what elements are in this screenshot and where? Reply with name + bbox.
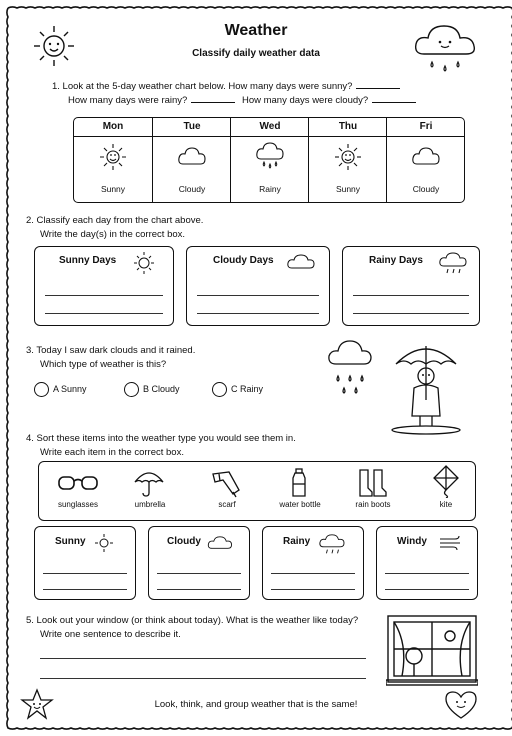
option-b-label: B Cloudy bbox=[143, 383, 180, 394]
sun-icon bbox=[98, 142, 128, 177]
rainy-days-label: Rainy Days bbox=[369, 255, 423, 266]
items-panel bbox=[38, 461, 476, 521]
cloudy-box[interactable] bbox=[148, 526, 250, 600]
question-1 bbox=[52, 80, 404, 94]
chart-day-header: Mon bbox=[74, 118, 152, 137]
rainy-box[interactable] bbox=[262, 526, 364, 600]
question-5-line-1: 5. Look out your window (or think about today). What is the weather like today? bbox=[26, 615, 359, 626]
page-title: Weather bbox=[224, 22, 288, 39]
sunglasses-icon[interactable] bbox=[57, 472, 99, 494]
rainy-days-box[interactable] bbox=[342, 246, 480, 326]
sunny-box[interactable] bbox=[34, 526, 136, 600]
question-1-cloudy-text: How many days were cloudy? bbox=[241, 95, 369, 106]
item-sunglasses-label: sunglasses bbox=[57, 500, 99, 509]
cloud-icon bbox=[287, 253, 315, 271]
question-4-line-2: Write each item in the correct box. bbox=[40, 447, 184, 458]
wind-icon bbox=[439, 535, 463, 551]
rainy-box-label: Rainy bbox=[283, 536, 311, 547]
question-2-line-2: Write the day(s) in the correct box. bbox=[40, 229, 186, 240]
cloud-icon bbox=[207, 535, 233, 551]
answer-line-2[interactable] bbox=[40, 678, 366, 679]
chart-day-wed bbox=[230, 118, 309, 202]
option-c-circle[interactable] bbox=[212, 382, 227, 397]
question-4-line-1: 4. Sort these items into the weather type you would see them in. bbox=[26, 433, 296, 444]
item-kite-label: kite bbox=[439, 500, 453, 509]
item-water-bottle-label: water bottle bbox=[279, 500, 321, 509]
chart-day-fri bbox=[386, 118, 465, 202]
chart-day-mon bbox=[74, 118, 152, 202]
window-illustration bbox=[386, 614, 478, 686]
question-1-line-1: 1. Look at the 5-day weather chart below. How many days were sunny? bbox=[52, 81, 353, 92]
chart-weather-label: Cloudy bbox=[178, 184, 206, 194]
item-rain-boots-label: rain boots bbox=[355, 500, 391, 509]
footer-text: Look, think, and group weather that is the same! bbox=[154, 699, 358, 710]
question-2-line-1: 2. Classify each day from the chart above. bbox=[26, 215, 204, 226]
answer-blank-sunny[interactable] bbox=[356, 80, 400, 89]
chart-weather-label: Sunny bbox=[335, 184, 361, 194]
option-c-label: C Rainy bbox=[231, 383, 264, 394]
page-subtitle: Classify daily weather data bbox=[192, 48, 320, 59]
child-with-umbrella-illustration bbox=[326, 336, 476, 436]
question-1-line-2 bbox=[68, 94, 420, 108]
answer-blank-cloudy[interactable] bbox=[372, 94, 416, 103]
chart-day-header: Tue bbox=[153, 118, 231, 137]
chart-weather-label: Rainy bbox=[259, 184, 281, 194]
chart-day-header: Fri bbox=[387, 118, 465, 137]
windy-box[interactable] bbox=[376, 526, 478, 600]
rain-cloud-icon bbox=[439, 251, 467, 277]
umbrella-icon[interactable] bbox=[133, 466, 165, 498]
sunny-box-label: Sunny bbox=[55, 536, 86, 547]
item-scarf-label: scarf bbox=[218, 500, 236, 509]
cloud-icon bbox=[411, 142, 441, 177]
chart-day-header: Thu bbox=[309, 118, 387, 137]
chart-weather-label: Sunny bbox=[100, 184, 126, 194]
option-b-circle[interactable] bbox=[124, 382, 139, 397]
cloudy-box-label: Cloudy bbox=[167, 536, 201, 547]
option-a-circle[interactable] bbox=[34, 382, 49, 397]
chart-day-tue bbox=[152, 118, 231, 202]
chart-day-thu bbox=[308, 118, 387, 202]
rain-boots-icon[interactable] bbox=[357, 468, 389, 498]
question-5-line-2: Write one sentence to describe it. bbox=[40, 629, 181, 640]
option-b[interactable] bbox=[124, 382, 180, 397]
question-3-line-2: Which type of weather is this? bbox=[40, 359, 167, 370]
cloudy-days-label: Cloudy Days bbox=[213, 255, 274, 266]
option-c[interactable] bbox=[212, 382, 263, 397]
sun-icon bbox=[131, 251, 157, 275]
sun-icon bbox=[93, 533, 115, 553]
kite-icon[interactable] bbox=[431, 464, 461, 498]
question-3-line-1: 3. Today I saw dark clouds and it rained. bbox=[26, 345, 196, 356]
rain-cloud-icon bbox=[319, 533, 345, 557]
rain-cloud-icon bbox=[255, 142, 285, 177]
chart-weather-label: Cloudy bbox=[412, 184, 440, 194]
cloud-icon bbox=[177, 142, 207, 177]
answer-blank-rainy[interactable] bbox=[191, 94, 235, 103]
sunny-days-box[interactable] bbox=[34, 246, 174, 326]
weather-chart bbox=[73, 117, 465, 203]
option-a-label: A Sunny bbox=[53, 383, 87, 394]
sunny-days-label: Sunny Days bbox=[59, 255, 117, 266]
option-a[interactable] bbox=[34, 382, 87, 397]
sun-icon bbox=[333, 142, 363, 177]
question-1-rainy-text: How many days were rainy? bbox=[68, 95, 188, 106]
scarf-icon[interactable] bbox=[209, 468, 243, 498]
chart-day-header: Wed bbox=[231, 118, 309, 137]
item-umbrella-label: umbrella bbox=[134, 500, 166, 509]
cloudy-days-box[interactable] bbox=[186, 246, 330, 326]
windy-box-label: Windy bbox=[397, 536, 427, 547]
answer-line-1[interactable] bbox=[40, 658, 366, 659]
water-bottle-icon[interactable] bbox=[291, 468, 307, 498]
